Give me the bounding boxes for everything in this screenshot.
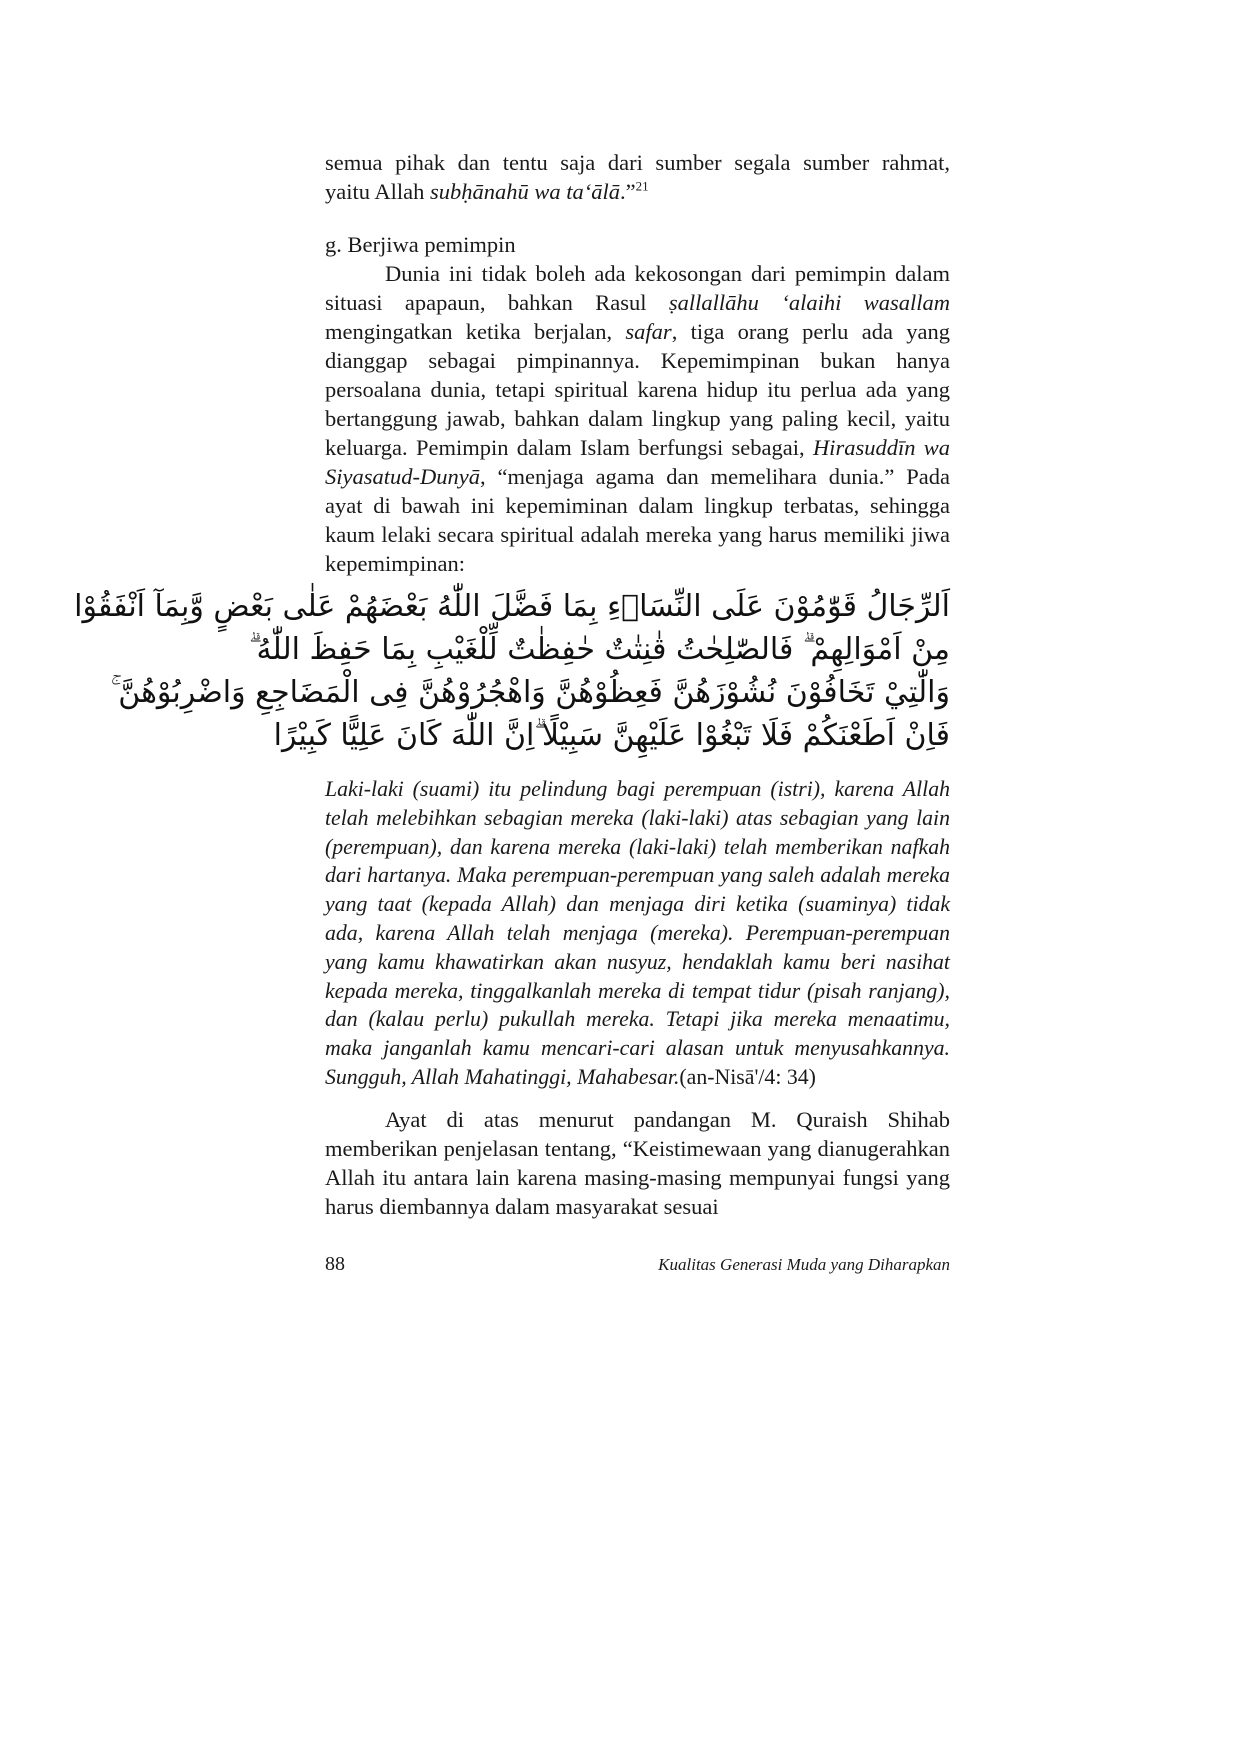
arabic-line: اَلرِّجَالُ قَوّٰمُوْنَ عَلَى النِّسَاۤءِ بِمَا فَضَّلَ اللّٰهُ بَعْضَهُمْ عَلٰى بَعْضٍ وَّبِمَآ اَنْفَقُوْا bbox=[74, 589, 950, 624]
paragraph-continuation-line-2: yaitu Allah subḥānahū wa ta‘ālā.”$^{21}$ bbox=[325, 178, 649, 204]
page-number: 88 bbox=[325, 1253, 345, 1275]
translation-text: Laki-laki (suami) itu pelindung bagi perempuan (istri), karena Allah telah melebihkan sebagian mereka (laki-laki) atas sebagian yang lain (perempuan), dan karena mereka (laki-laki) telah memberikan nafkah dari hartanya. Maka perempuan-perempuan yang saleh adalah mereka yang taat (kepada Allah) dan menjaga diri ketika (suaminya) tidak ada, karena Allah telah menjaga (mereka). Perempuan-perempuan yang kamu khawatirkan akan nusyuz, hendaklah kamu beri nasihat kepada mereka, tinggalkanlah mereka di tempat tidur (pisah ranjang), dan (kalau perlu) pukullah mereka. Tetapi jika mereka menaatimu, maka janganlah kamu mencari-cari alasan untuk menyusahkannya. Sungguh, Allah Mahatinggi, Mahabesar. bbox=[325, 777, 950, 1089]
quran-verse-arabic bbox=[74, 585, 950, 757]
running-title: Kualitas Generasi Muda yang Diharapkan bbox=[658, 1255, 950, 1274]
footnote-marker: 21 bbox=[635, 178, 649, 194]
arabic-line: مِنْ اَمْوَالِهِمْ ۗ فَالصّٰلِحٰتُ قٰنِتٰتٌ حٰفِظٰتٌ لِّلْغَيْبِ بِمَا حَفِظَ اللّٰهُ ۗ bbox=[248, 632, 950, 667]
honorific-italic: subḥānahū wa ta‘ālā bbox=[430, 179, 621, 204]
page-footer bbox=[325, 1253, 950, 1276]
arabic-line: فَاِنْ اَطَعْنَكُمْ فَلَا تَبْغُوْا عَلَيْهِنَّ سَبِيْلًا ۗاِنَّ اللّٰهَ كَانَ عَلِيًّا كَبِيْرًا bbox=[273, 718, 950, 753]
paragraph-continuation-line-1: semua pihak dan tentu saja dari sumber segala sumber rahmat, bbox=[325, 150, 950, 175]
commentary-paragraph: Ayat di atas menurut pandangan M. Quraish Shihab memberikan penjelasan tentang, “Keistimewaan yang dianugerahkan Allah itu antara lain karena masing-masing mempunyai fungsi yang harus diembannya dalam masyarakat sesuai bbox=[325, 1107, 950, 1219]
verse-reference: (an-Nisā'/4: 34) bbox=[679, 1064, 816, 1089]
verse-translation bbox=[325, 775, 950, 1092]
arabic-line: وَالّٰتِيْ تَخَافُوْنَ نُشُوْزَهُنَّ فَعِظُوْهُنَّ وَاهْجُرُوْهُنَّ فِى الْمَضَاجِعِ وَاضْرِبُوْهُنَّ ۚ bbox=[110, 675, 950, 710]
top-text bbox=[325, 148, 950, 578]
commentary-paragraph-wrap bbox=[325, 1105, 950, 1221]
section-heading: g. Berjiwa pemimpin bbox=[325, 232, 516, 257]
body-paragraph: Dunia ini tidak boleh ada kekosongan dari pemimpin dalam situasi apapaun, bahkan Rasul ṣallallāhu ‘alaihi wasallam mengingatkan ketika berjalan, safar, tiga orang perlu ada yang dianggap sebagai pimpinannya. Kepemimpinan bukan hanya persoalana dunia, tetapi spiritual karena hidup itu perlua ada yang bertanggung jawab, bahkan dalam lingkup yang paling kecil, yaitu keluarga. Pemimpin dalam Islam berfungsi sebagai, Hirasuddīn wa Siyasatud-Dunyā, “menjaga agama dan memelihara dunia.” Pada ayat di bawah ini kepemiminan dalam lingkup terbatas, sehingga kaum lelaki secara spiritual adalah mereka yang harus memiliki jiwa kepemimpinan: bbox=[325, 261, 950, 576]
